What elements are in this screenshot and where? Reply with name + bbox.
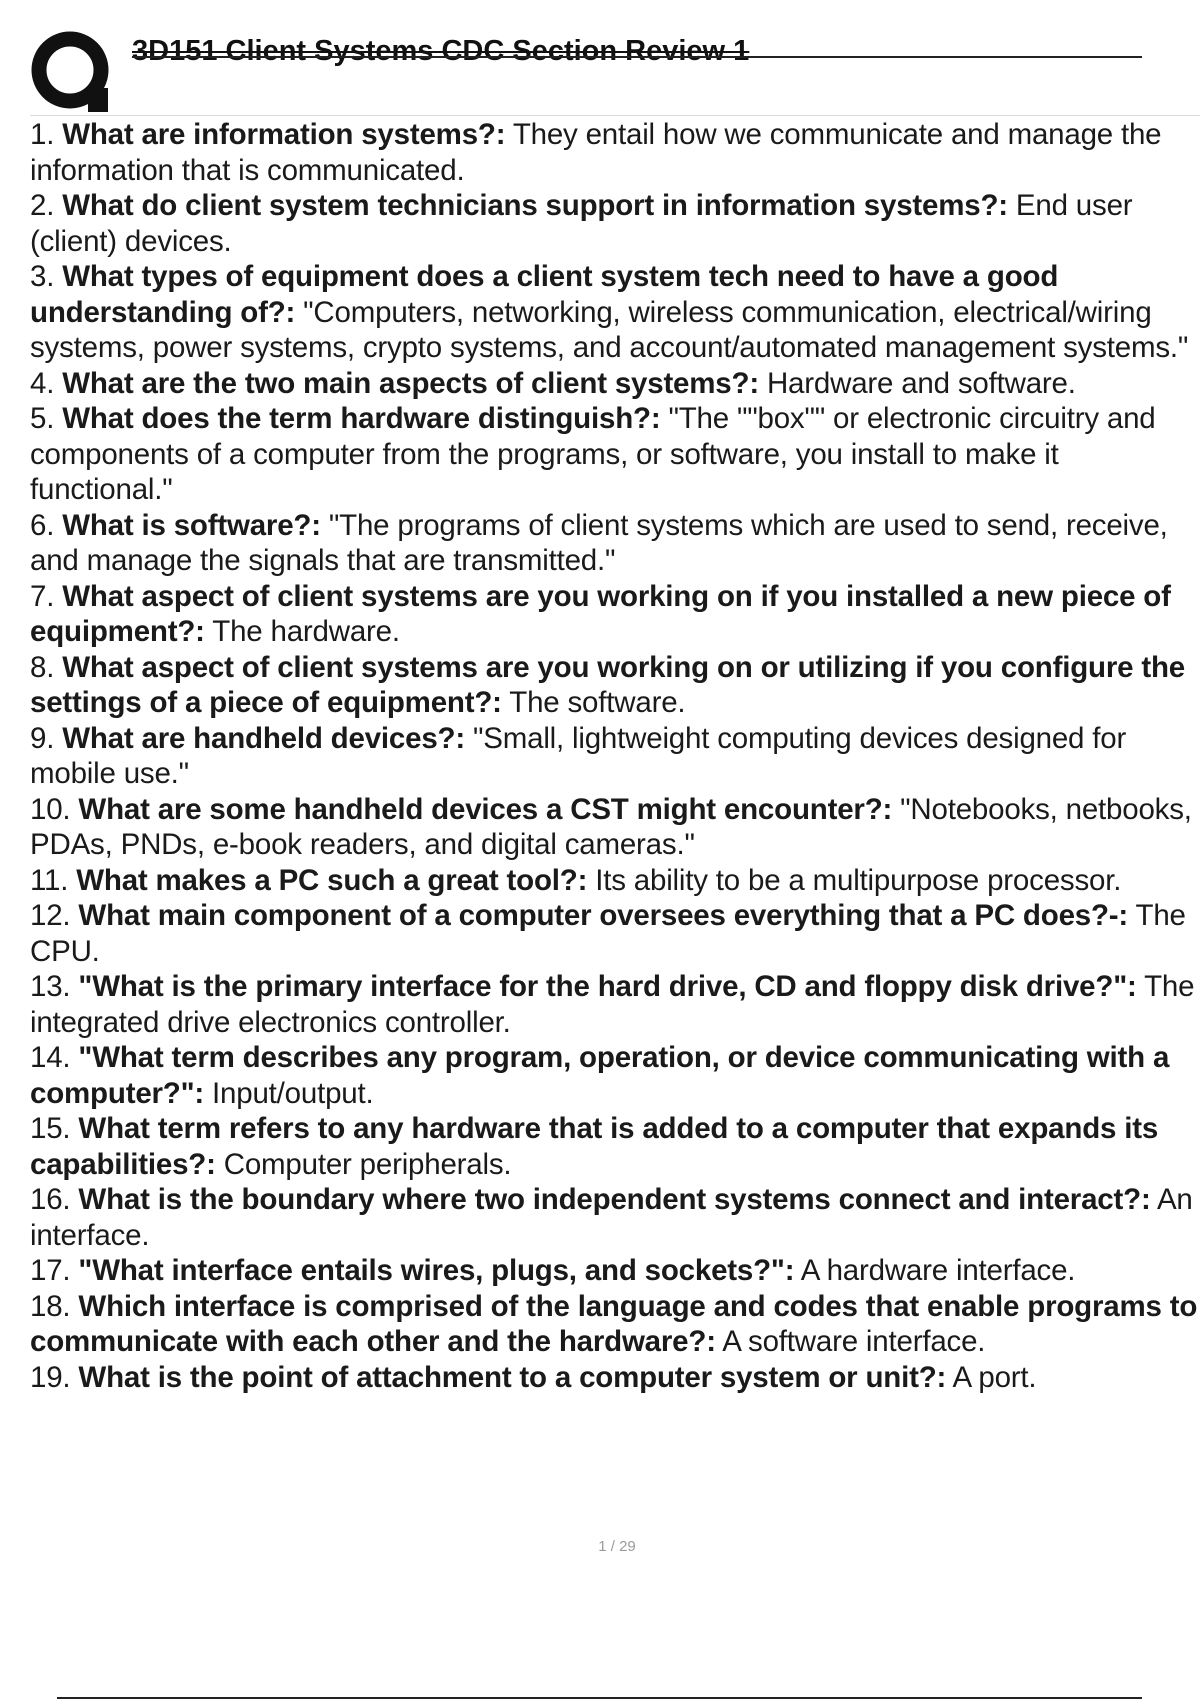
answer-text: A software interface. (722, 1325, 986, 1358)
document-title: 3D151 Client Systems CDC Section Review 1 (132, 35, 750, 67)
question-text: What is software?: (62, 508, 321, 542)
qa-item (30, 117, 1200, 188)
item-number: 13. (30, 970, 71, 1003)
question-text: What types of equipment does a client system tech need to have a good understanding of?: (30, 260, 1059, 329)
question-text: What are the two main aspects of client systems?: (62, 366, 759, 400)
question-text: What are information systems?: (62, 118, 506, 151)
quizlet-logo-icon (30, 30, 112, 114)
qa-item (30, 579, 1200, 650)
answer-text: A hardware interface. (800, 1254, 1076, 1287)
item-number: 12. (30, 899, 71, 932)
answer-text: Computer peripherals. (223, 1147, 512, 1181)
qa-item (30, 863, 1200, 899)
qa-item (30, 721, 1200, 792)
question-text: What do client system technicians support in information systems?: (62, 189, 1008, 222)
question-text: What aspect of client systems are you working on or utilizing if you configure the settings of a piece of equipment?: (30, 650, 1185, 719)
question-text: What aspect of client systems are you working on if you installed a new piece of equipment?: (30, 579, 1171, 648)
answer-text: The integrated drive electronics controller. (30, 970, 1195, 1039)
document-header (0, 0, 1200, 115)
answer-text: An interface. (30, 1183, 1193, 1252)
question-text: What are handheld devices?: (62, 721, 465, 755)
qa-item (30, 1253, 1200, 1289)
question-text: What is the point of attachment to a computer system or unit?: (78, 1360, 947, 1394)
answer-text: The CPU. (30, 899, 1186, 968)
answer-text: A port. (952, 1360, 1037, 1394)
qa-item (30, 1289, 1200, 1360)
qa-item (30, 401, 1200, 508)
item-number: 10. (30, 792, 71, 826)
item-number: 1. (30, 118, 55, 151)
question-text: "What is the primary interface for the hard drive, CD and floppy disk drive?": (78, 970, 1137, 1003)
answer-text: "Computers, networking, wireless communication, electrical/wiring systems, power systems, crypto systems, and account/automated management systems." (30, 295, 1189, 364)
qa-item (30, 1360, 1200, 1396)
question-text: What does the term hardware distinguish?: (62, 402, 661, 435)
answer-text: They entail how we communicate and manage the information that is communicated. (30, 118, 1162, 187)
answer-text: Its ability to be a multipurpose processor. (595, 863, 1122, 897)
qa-item (30, 792, 1200, 863)
question-text: What main component of a computer oversees everything that a PC does?-: (78, 899, 1129, 932)
item-number: 11. (30, 863, 69, 897)
item-number: 17. (30, 1254, 71, 1287)
item-number: 15. (30, 1112, 71, 1145)
answer-text: "Small, lightweight computing devices designed for mobile use." (30, 721, 1127, 790)
question-answer-list (30, 117, 1200, 1395)
question-text: "What term describes any program, operation, or device communicating with a computer?": (30, 1041, 1170, 1110)
item-number: 18. (30, 1289, 71, 1323)
qa-item (30, 898, 1200, 969)
item-number: 7. (30, 579, 55, 613)
item-number: 19. (30, 1360, 71, 1394)
answer-text: "The ""box"" or electronic circuitry and components of a computer from the programs, or software, you install to make it functional." (30, 402, 1156, 506)
qa-item (30, 188, 1200, 259)
header-divider (30, 115, 1200, 116)
item-number: 2. (30, 189, 55, 222)
item-number: 9. (30, 721, 55, 755)
item-number: 8. (30, 650, 55, 684)
title-rule (132, 56, 1142, 58)
question-text: What makes a PC such a great tool?: (76, 863, 588, 897)
answer-text: The software. (509, 686, 686, 719)
question-text: What is the boundary where two independent systems connect and interact?: (78, 1183, 1151, 1216)
qa-item (30, 1111, 1200, 1182)
question-text: Which interface is comprised of the language and codes that enable programs to communicate with each other and the hardware?: (30, 1289, 1198, 1358)
qa-item (30, 1040, 1200, 1111)
question-text: What term refers to any hardware that is added to a computer that expands its capabilities?: (30, 1112, 1159, 1181)
question-text: "What interface entails wires, plugs, and sockets?": (78, 1254, 795, 1287)
item-number: 6. (30, 508, 55, 542)
footer-rule (57, 1697, 1142, 1699)
answer-text: "Notebooks, netbooks, PDAs, PNDs, e-book readers, and digital cameras." (30, 792, 1192, 861)
answer-text: Hardware and software. (766, 366, 1076, 400)
qa-item (30, 969, 1200, 1040)
answer-text: "The programs of client systems which are used to send, receive, and manage the signals that are transmitted." (30, 508, 1168, 577)
qa-item (30, 1182, 1200, 1253)
item-number: 16. (30, 1183, 71, 1216)
qa-item (30, 366, 1200, 402)
page-indicator: 1 / 29 (598, 1538, 636, 1555)
qa-item (30, 259, 1200, 366)
item-number: 4. (30, 366, 55, 400)
item-number: 14. (30, 1041, 71, 1074)
question-text: What are some handheld devices a CST might encounter?: (78, 792, 893, 826)
item-number: 3. (30, 260, 55, 293)
answer-text: End user (client) devices. (30, 189, 1133, 258)
item-number: 5. (30, 402, 55, 435)
answer-text: Input/output. (212, 1076, 374, 1110)
answer-text: The hardware. (212, 615, 400, 648)
qa-item (30, 508, 1200, 579)
qa-item (30, 650, 1200, 721)
